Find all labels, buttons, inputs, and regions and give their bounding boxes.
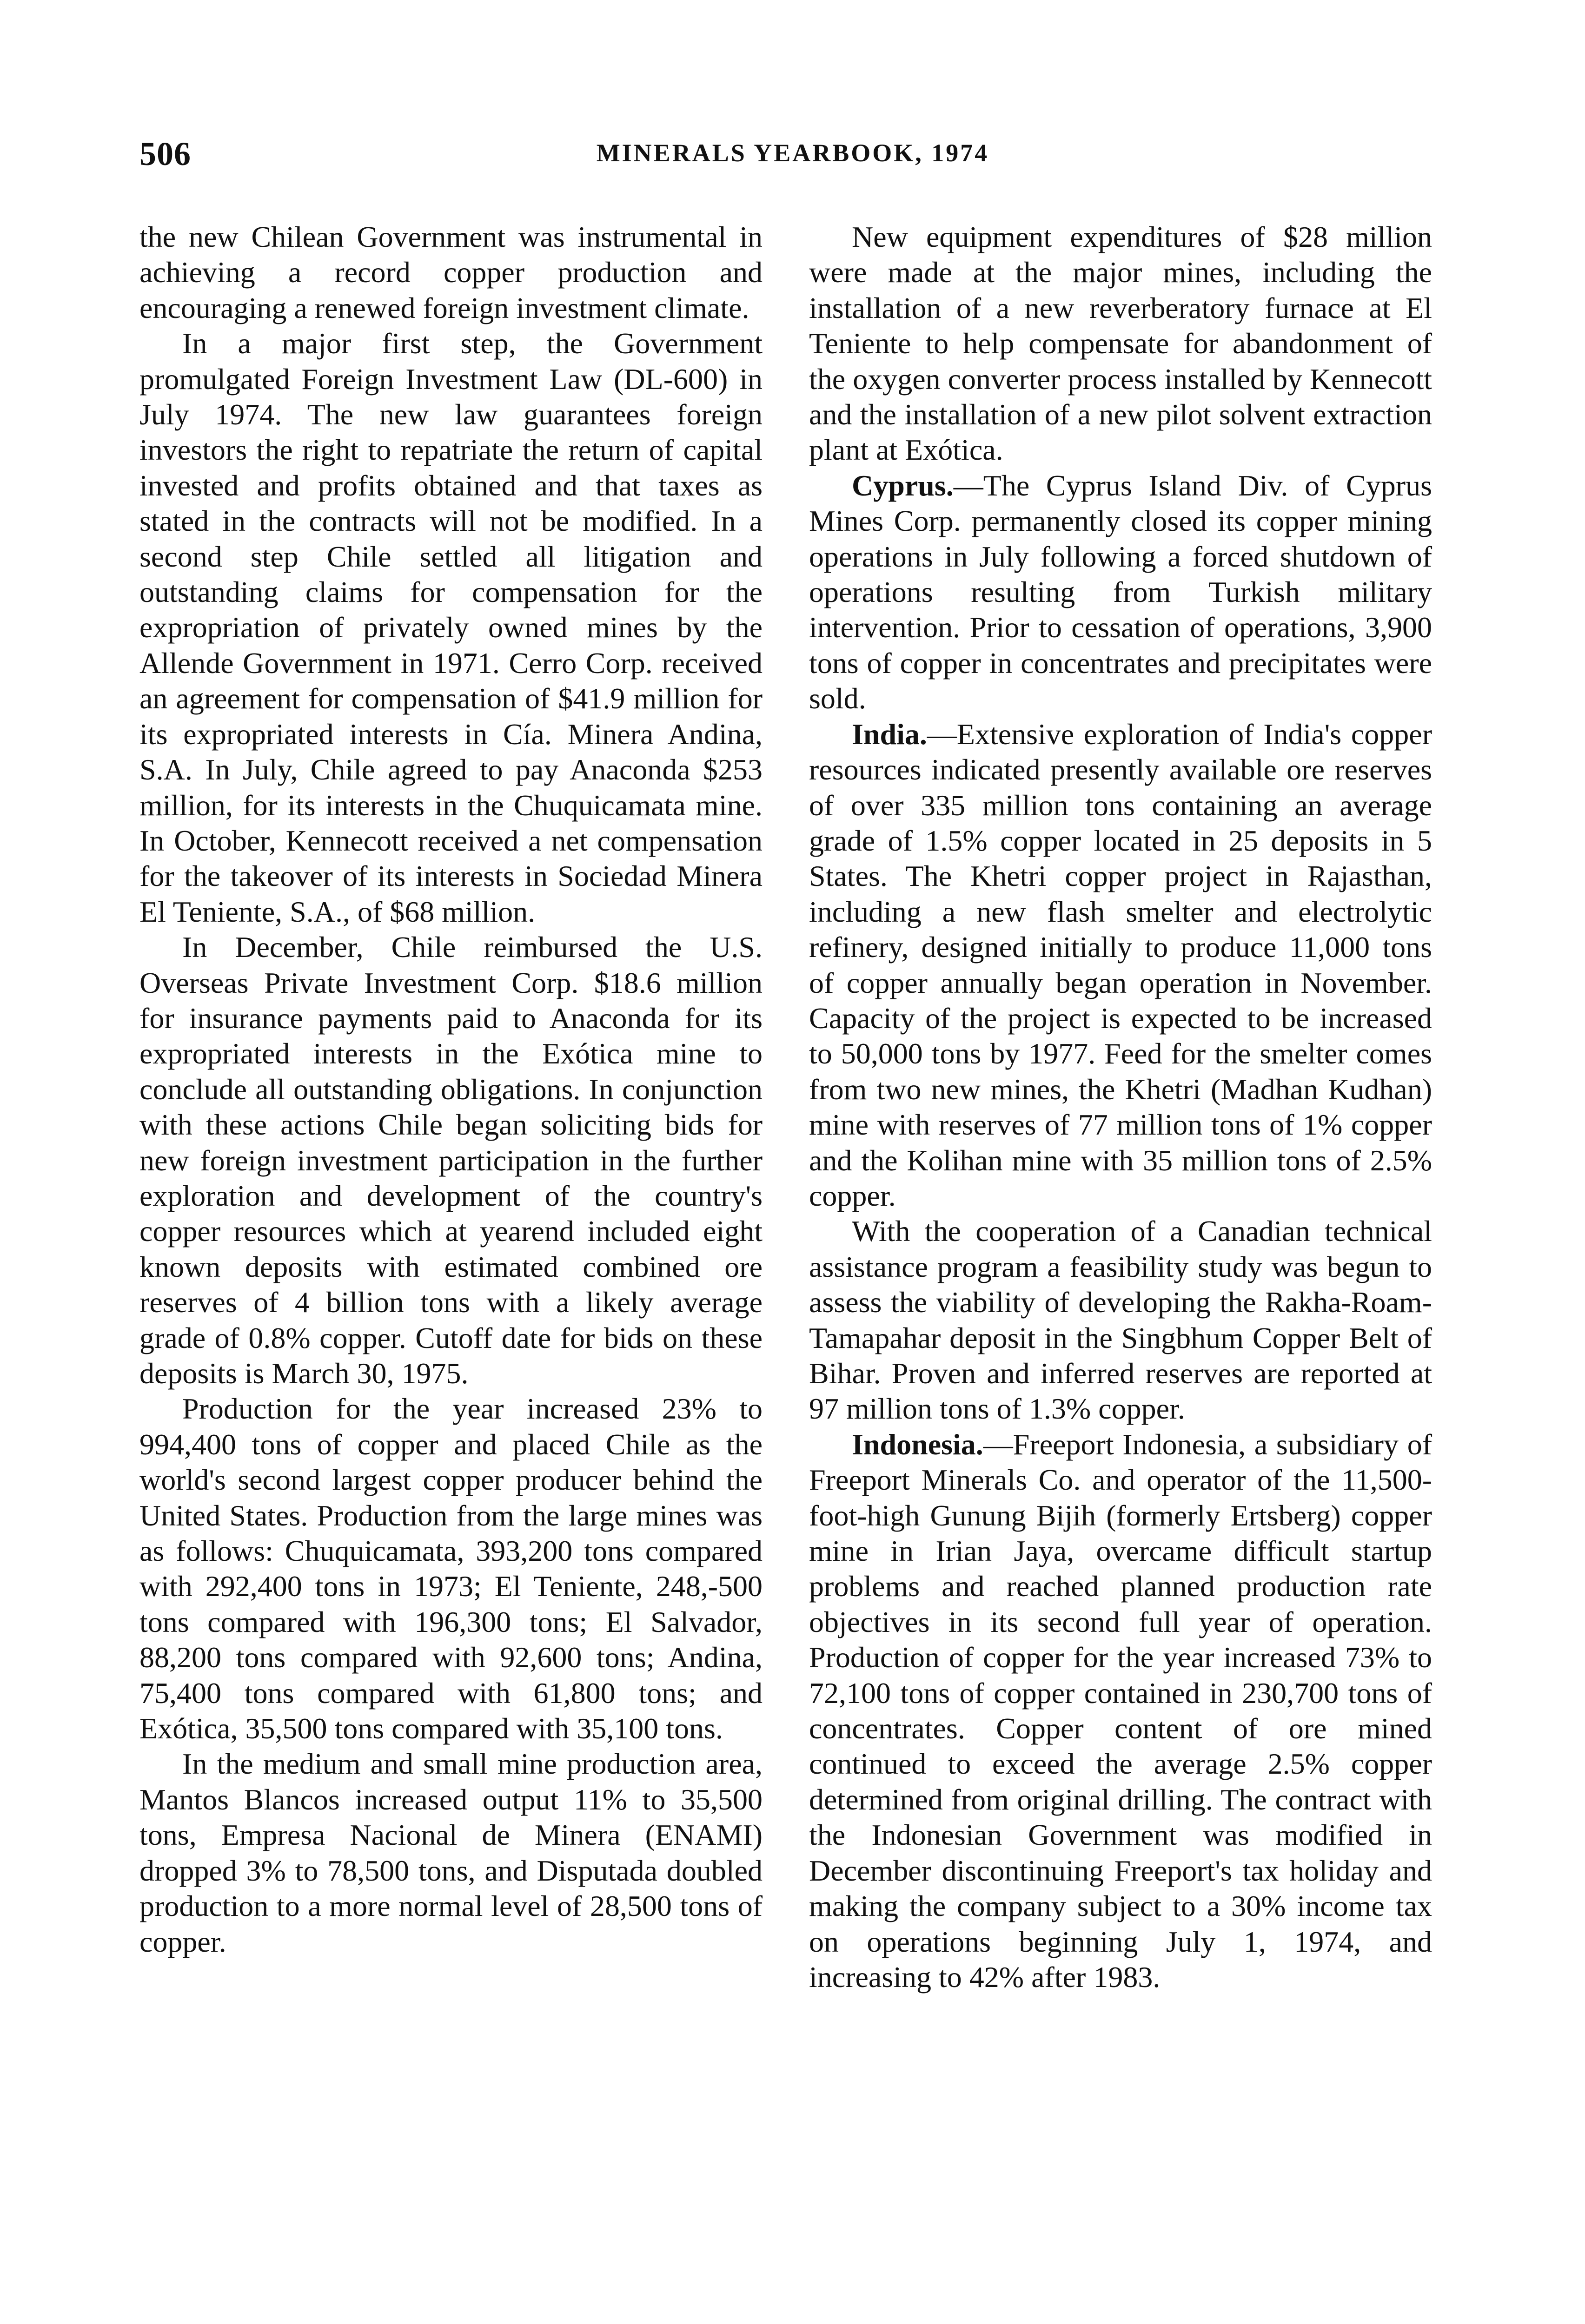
paragraph-equipment-expenditures: New equipment expenditures of $28 million were made at the major mines, including the installation of a new reverberatory furnace at El Teniente to help compensate for abandonment of the oxygen converter process installed by Kennecott and the installation of a new pilot solvent extraction plant at Exótica.: [809, 220, 1432, 467]
cyprus-run-in-heading: Cyprus.: [852, 469, 954, 502]
paragraph-india: [809, 717, 1432, 1214]
running-title: MINERALS YEARBOOK, 1974: [596, 139, 989, 167]
indonesia-text: —Freeport Indonesia, a subsidiary of Freeport Minerals Co. and operator of the 11,500-foot-high Gunung Bijih (formerly Ertsberg) copper mine in Irian Jaya, overcame difficult startup problems and reached planned production rate objectives in its second full year of operation. Production of copper for the year increased 73% to 72,100 tons of copper contained in 230,700 tons of concentrates. Copper content of ore mined continued to exceed the average 2.5% copper determined from original drilling. The contract with the Indonesian Government was modified in December discontinuing Freeport's tax holiday and making the company subject to a 30% income tax on operations beginning July 1, 1974, and increasing to 42% after 1983.: [809, 1427, 1432, 1994]
paragraph-canadian-assistance: With the cooperation of a Canadian technical assistance program a feasibility study was begun to assess the viability of developing the Rakha-Roam-Tamapahar deposit in the Singbhum Copper Belt of Bihar. Proven and inferred reserves are reported at 97 million tons of 1.3% copper.: [809, 1215, 1432, 1426]
left-column: [139, 219, 763, 1960]
page-number: 506: [139, 135, 191, 172]
paragraph-medium-small-mines: In the medium and small mine production area, Mantos Blancos increased output 11% to 35,500 tons, Empresa Nacional de Minera (ENAMI) dropped 3% to 78,500 tons, and Disputada doubled production to a more normal level of 28,500 tons of copper.: [139, 1747, 763, 1958]
paragraph-foreign-investment-law: In a major first step, the Government promulgated Foreign Investment Law (DL-600) in July 1974. The new law guarantees foreign investors the right to repatriate the return of capital invested and profits obtained and that taxes as stated in the contracts will not be modified. In a second step Chile settled all litigation and outstanding claims for compensation for the expropriation of privately owned mines by the Allende Government in 1971. Cerro Corp. received an agreement for compensation of $41.9 million for its expropriated interests in Cía. Minera Andina, S.A. In July, Chile agreed to pay Anaconda $253 million, for its interests in the Chuquicamata mine. In October, Kennecott received a net compensation for the takeover of its interests in Sociedad Minera El Teniente, S.A., of $68 million.: [139, 327, 763, 928]
india-run-in-heading: India.: [852, 717, 927, 751]
paragraph-cyprus: [809, 468, 1432, 717]
running-head: [139, 135, 1446, 177]
paragraph-production: Production for the year increased 23% to 994,400 tons of copper and placed Chile as the world's second largest copper producer behind the United States. Production from the large mines was as follows: Chuquicamata, 393,200 tons compared with 292,400 tons in 1973; El Teniente, 248,-500 tons compared with 196,300 tons; El Salvador, 88,200 tons compared with 92,600 tons; Andina, 75,400 tons compared with 61,800 tons; and Exótica, 35,500 tons compared with 35,100 tons.: [139, 1392, 763, 1745]
indonesia-run-in-heading: Indonesia.: [852, 1427, 983, 1461]
right-column: [809, 219, 1432, 1995]
india-text: —Extensive exploration of India's copper resources indicated presently available ore reserves of over 335 million tons containing an average grade of 1.5% copper located in 25 deposits in 5 States. The Khetri copper project in Rajasthan, including a new flash smelter and electrolytic refinery, designed initially to produce 11,000 tons of copper annually began operation in November. Capacity of the project is expected to be increased to 50,000 tons by 1977. Feed for the smelter comes from two new mines, the Khetri (Madhan Kudhan) mine with reserves of 77 million tons of 1% copper and the Kolihan mine with 35 million tons of 2.5% copper.: [809, 717, 1432, 1212]
cyprus-text: —The Cyprus Island Div. of Cyprus Mines Corp. permanently closed its copper mining operations in July following a forced shutdown of operations resulting from Turkish military intervention. Prior to cessation of operations, 3,900 tons of copper in concentrates and precipitates were sold.: [809, 469, 1432, 715]
paragraph-reimbursement: In December, Chile reimbursed the U.S. Overseas Private Investment Corp. $18.6 million for insurance payments paid to Anaconda for its expropriated interests in the Exótica mine to conclude all outstanding obligations. In conjunction with these actions Chile began soliciting bids for new foreign investment participation in the further exploration and development of the country's copper resources which at yearend included eight known deposits with estimated combined ore reserves of 4 billion tons with a likely average grade of 0.8% copper. Cutoff date for bids on these deposits is March 30, 1975.: [139, 931, 763, 1390]
paragraph-chile-government: the new Chilean Government was instrumental in achieving a record copper production and encouraging a renewed foreign investment climate.: [139, 220, 763, 324]
paragraph-indonesia: [809, 1427, 1432, 1995]
